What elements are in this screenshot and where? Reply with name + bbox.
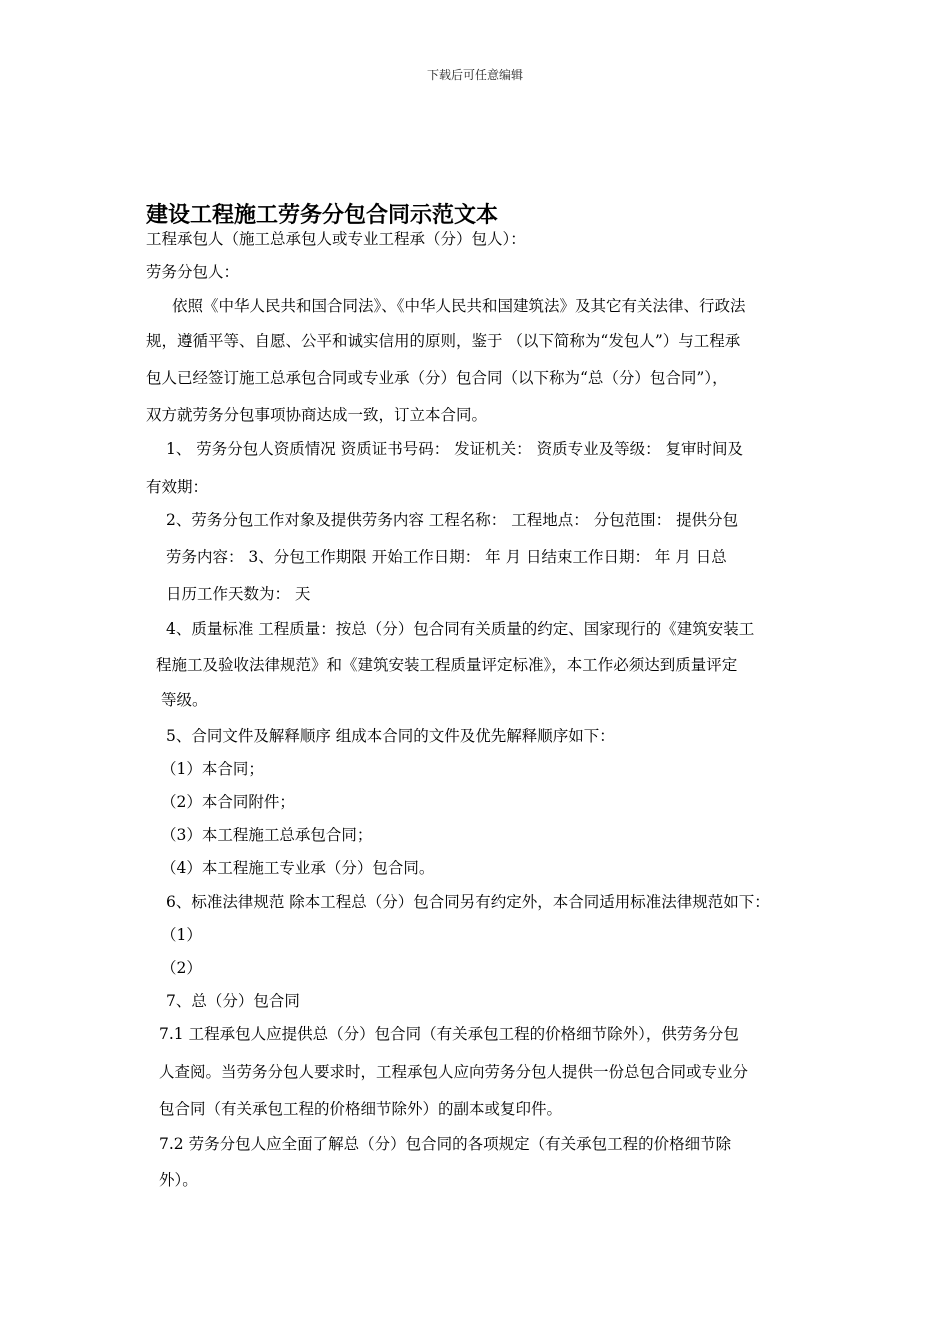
document-title: 建设工程施工劳务分包合同示范文本 bbox=[146, 203, 499, 228]
paragraph-line: 等级。 bbox=[161, 691, 208, 709]
list-item: （2） bbox=[161, 959, 202, 977]
list-item: （1）本合同； bbox=[161, 760, 264, 778]
list-item: （2）本合同附件； bbox=[161, 793, 295, 811]
paragraph-line: 外）。 bbox=[159, 1171, 198, 1189]
list-item: （1） bbox=[161, 926, 202, 944]
page-header-note: 下载后可任意编辑 bbox=[426, 68, 523, 82]
paragraph-line: 规，遵循平等、自愿、公平和诚实信用的原则，鉴于 （以下简称为“发包人”）与工程承 bbox=[146, 332, 741, 350]
paragraph-line: 7.1 工程承包人应提供总（分）包合同（有关承包工程的价格细节除外），供劳务分包 bbox=[159, 1025, 739, 1043]
paragraph-line: 5、合同文件及解释顺序 组成本合同的文件及优先解释顺序如下： bbox=[166, 727, 615, 745]
paragraph-line: 2、劳务分包工作对象及提供劳务内容 工程名称： 工程地点： 分包范围： 提供分包 bbox=[166, 511, 739, 529]
paragraph-line: 工程承包人（施工总承包人或专业工程承（分）包人）： bbox=[146, 230, 526, 248]
paragraph-line: 劳务分包人： bbox=[146, 263, 240, 281]
list-item: （4）本工程施工专业承（分）包合同。 bbox=[161, 859, 435, 877]
paragraph-line: 依照《中华人民共和国合同法》、《中华人民共和国建筑法》及其它有关法律、行政法 bbox=[172, 297, 746, 315]
paragraph-line: 日历工作天数为： 天 bbox=[166, 585, 311, 603]
paragraph-line: 人查阅。当劳务分包人要求时，工程承包人应向劳务分包人提供一份总包合同或专业分 bbox=[159, 1063, 749, 1081]
paragraph-line: 劳务内容： 3、分包工作期限 开始工作日期： 年 月 日结束工作日期： 年 月 日总 bbox=[166, 548, 727, 566]
paragraph-line: 程施工及验收法律规范》和《建筑安装工程质量评定标准》，本工作必须达到质量评定 bbox=[156, 656, 738, 674]
paragraph-line: 1、 劳务分包人资质情况 资质证书号码： 发证机关： 资质专业及等级： 复审时间及 bbox=[166, 440, 743, 458]
section-heading: 7、总（分）包合同 bbox=[166, 992, 300, 1010]
paragraph-line: 双方就劳务分包事项协商达成一致，订立本合同。 bbox=[146, 406, 488, 424]
paragraph-line: 有效期： bbox=[146, 478, 209, 496]
paragraph-line: 包人已经签订施工总承包合同或专业承（分）包合同（以下称为“总（分）包合同”）， bbox=[146, 369, 728, 387]
paragraph-line: 7.2 劳务分包人应全面了解总（分）包合同的各项规定（有关承包工程的价格细节除 bbox=[159, 1135, 732, 1153]
paragraph-line: 6、标准法律规范 除本工程总（分）包合同另有约定外，本合同适用标准法律规范如下： bbox=[166, 893, 770, 911]
paragraph-line: 包合同（有关承包工程的价格细节除外）的副本或复印件。 bbox=[159, 1100, 563, 1118]
paragraph-line: 4、质量标准 工程质量：按总（分）包合同有关质量的约定、国家现行的《建筑安装工 bbox=[166, 620, 755, 638]
list-item: （3）本工程施工总承包合同； bbox=[161, 826, 373, 844]
